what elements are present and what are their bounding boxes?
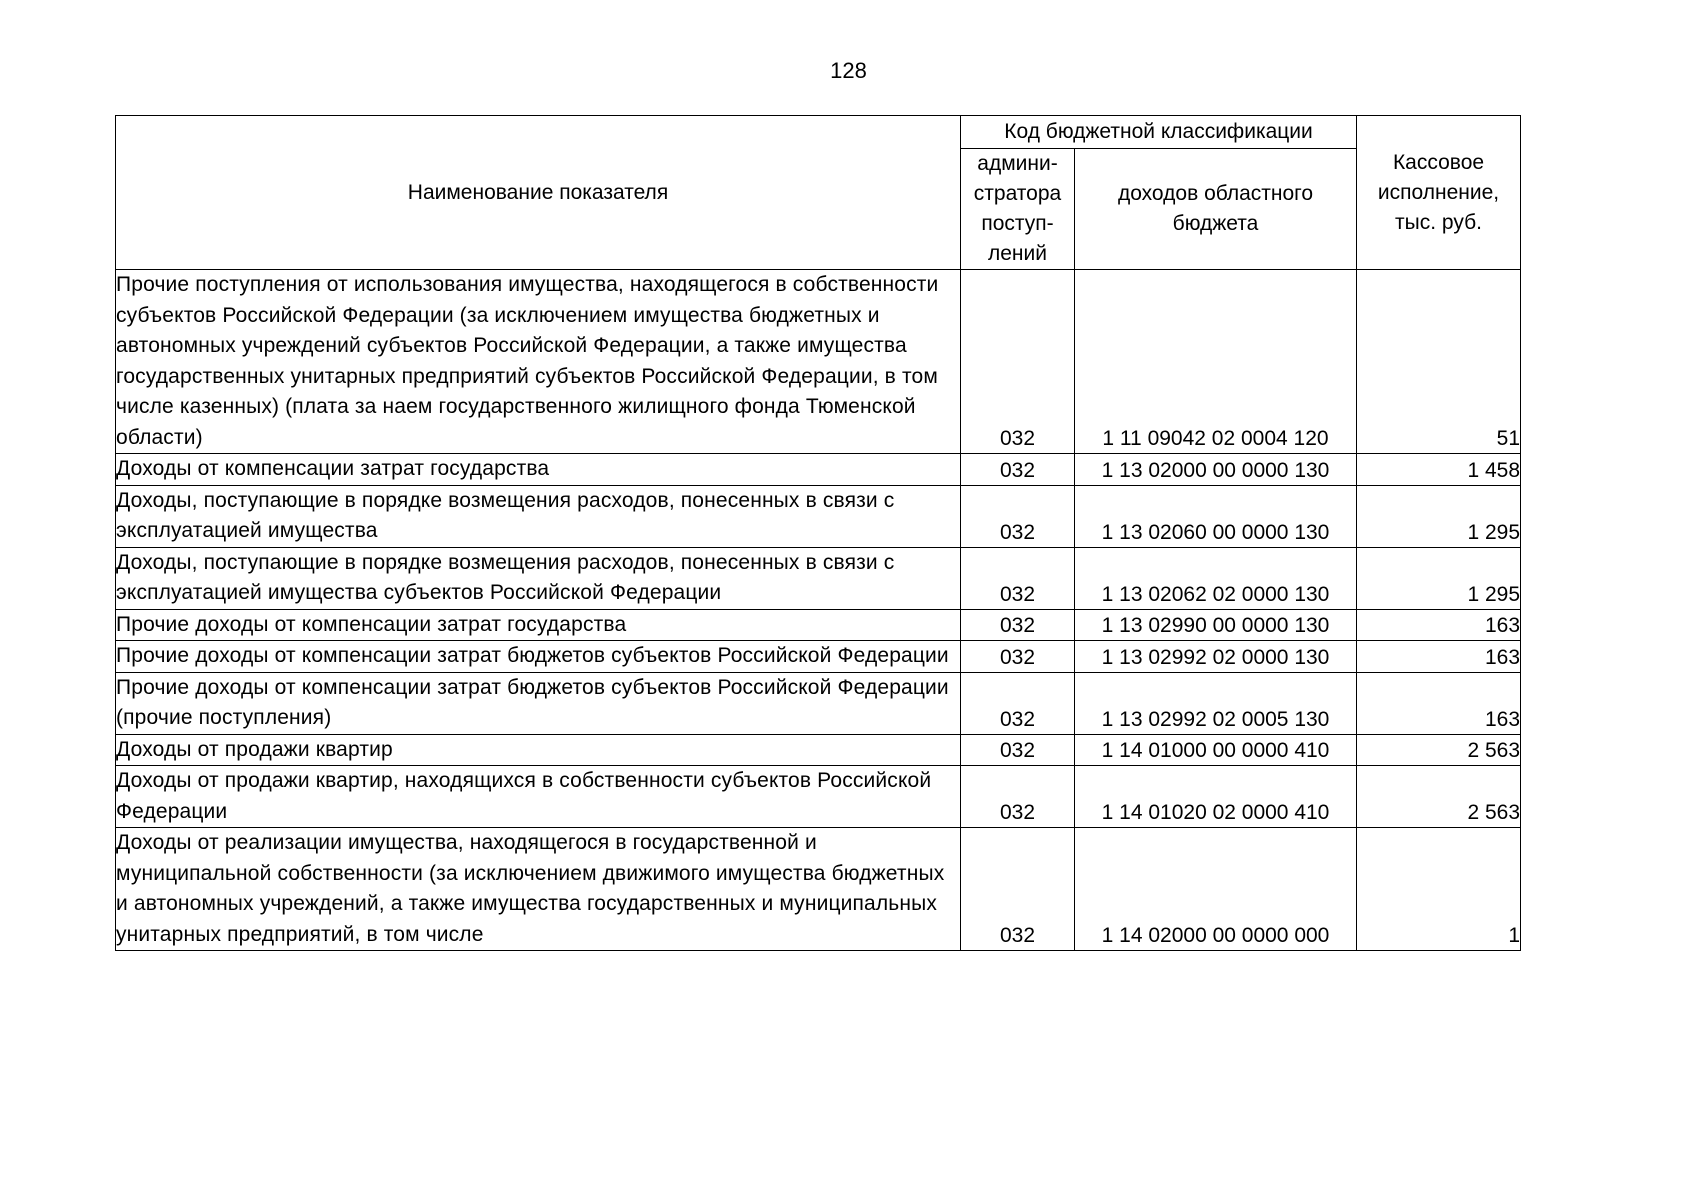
row-amount: 1 295 [1357,547,1521,609]
row-revenue-code: 1 13 02992 02 0005 130 [1075,672,1357,734]
row-administrator-code: 032 [961,672,1075,734]
row-administrator-code: 032 [961,270,1075,454]
header-cash-execution: Кассовое исполнение, тыс. руб. [1357,116,1521,270]
table-row [116,270,1521,454]
row-administrator-code: 032 [961,485,1075,547]
row-administrator-code: 032 [961,734,1075,766]
row-amount: 163 [1357,672,1521,734]
table-header [116,116,1521,270]
row-revenue-code: 1 13 02992 02 0000 130 [1075,641,1357,673]
row-amount: 1 [1357,828,1521,951]
row-administrator-code: 032 [961,828,1075,951]
table-row [116,672,1521,734]
row-indicator-name: Доходы от реализации имущества, находящегося в государственной и муниципальной собственности (за исключением движимого имущества бюджетных и автономных учреждений, а также имущества государственных и муниципальных унитарных предприятий, в том числе [116,828,961,951]
page-number: 128 [830,58,867,83]
table-body [116,270,1521,951]
row-administrator-code: 032 [961,641,1075,673]
header-administrator: админи-стратора поступ-лений [961,149,1075,270]
row-revenue-code: 1 13 02060 00 0000 130 [1075,485,1357,547]
row-revenue-code: 1 14 02000 00 0000 000 [1075,828,1357,951]
table-row [116,828,1521,951]
row-administrator-code: 032 [961,454,1075,486]
row-indicator-name: Доходы от компенсации затрат государства [116,454,961,486]
row-administrator-code: 032 [961,547,1075,609]
table-row [116,485,1521,547]
row-revenue-code: 1 13 02990 00 0000 130 [1075,609,1357,641]
row-revenue-code: 1 13 02062 02 0000 130 [1075,547,1357,609]
row-amount: 2 563 [1357,766,1521,828]
row-indicator-name: Доходы, поступающие в порядке возмещения расходов, понесенных в связи с эксплуатацией имущества субъектов Российской Федерации [116,547,961,609]
table-row [116,547,1521,609]
table-row [116,641,1521,673]
row-revenue-code: 1 11 09042 02 0004 120 [1075,270,1357,454]
row-revenue-code: 1 14 01000 00 0000 410 [1075,734,1357,766]
row-indicator-name: Прочие доходы от компенсации затрат бюджетов субъектов Российской Федерации [116,641,961,673]
row-amount: 1 458 [1357,454,1521,486]
row-revenue-code: 1 14 01020 02 0000 410 [1075,766,1357,828]
header-classification-code: Код бюджетной классификации [961,116,1357,149]
table-row [116,734,1521,766]
row-indicator-name: Прочие доходы от компенсации затрат государства [116,609,961,641]
table-row [116,609,1521,641]
row-amount: 51 [1357,270,1521,454]
table-row [116,766,1521,828]
row-amount: 163 [1357,609,1521,641]
row-administrator-code: 032 [961,766,1075,828]
row-amount: 1 295 [1357,485,1521,547]
header-indicator-name: Наименование показателя [116,116,961,270]
row-indicator-name: Прочие поступления от использования имущества, находящегося в собственности субъектов Российской Федерации (за исключением имущества бюджетных и автономных учреждений субъектов Российской Федерации, а также имущества государственных унитарных предприятий субъектов Российской Федерации, в том числе казенных) (плата за наем государственного жилищного фонда Тюменской области) [116,270,961,454]
header-revenue-code: доходов областного бюджета [1075,149,1357,270]
revenue-table [115,115,1521,951]
row-revenue-code: 1 13 02000 00 0000 130 [1075,454,1357,486]
row-indicator-name: Доходы от продажи квартир, находящихся в собственности субъектов Российской Федерации [116,766,961,828]
row-administrator-code: 032 [961,609,1075,641]
row-indicator-name: Прочие доходы от компенсации затрат бюджетов субъектов Российской Федерации (прочие поступления) [116,672,961,734]
row-indicator-name: Доходы, поступающие в порядке возмещения расходов, понесенных в связи с эксплуатацией имущества [116,485,961,547]
table-row [116,454,1521,486]
row-indicator-name: Доходы от продажи квартир [116,734,961,766]
row-amount: 163 [1357,641,1521,673]
row-amount: 2 563 [1357,734,1521,766]
